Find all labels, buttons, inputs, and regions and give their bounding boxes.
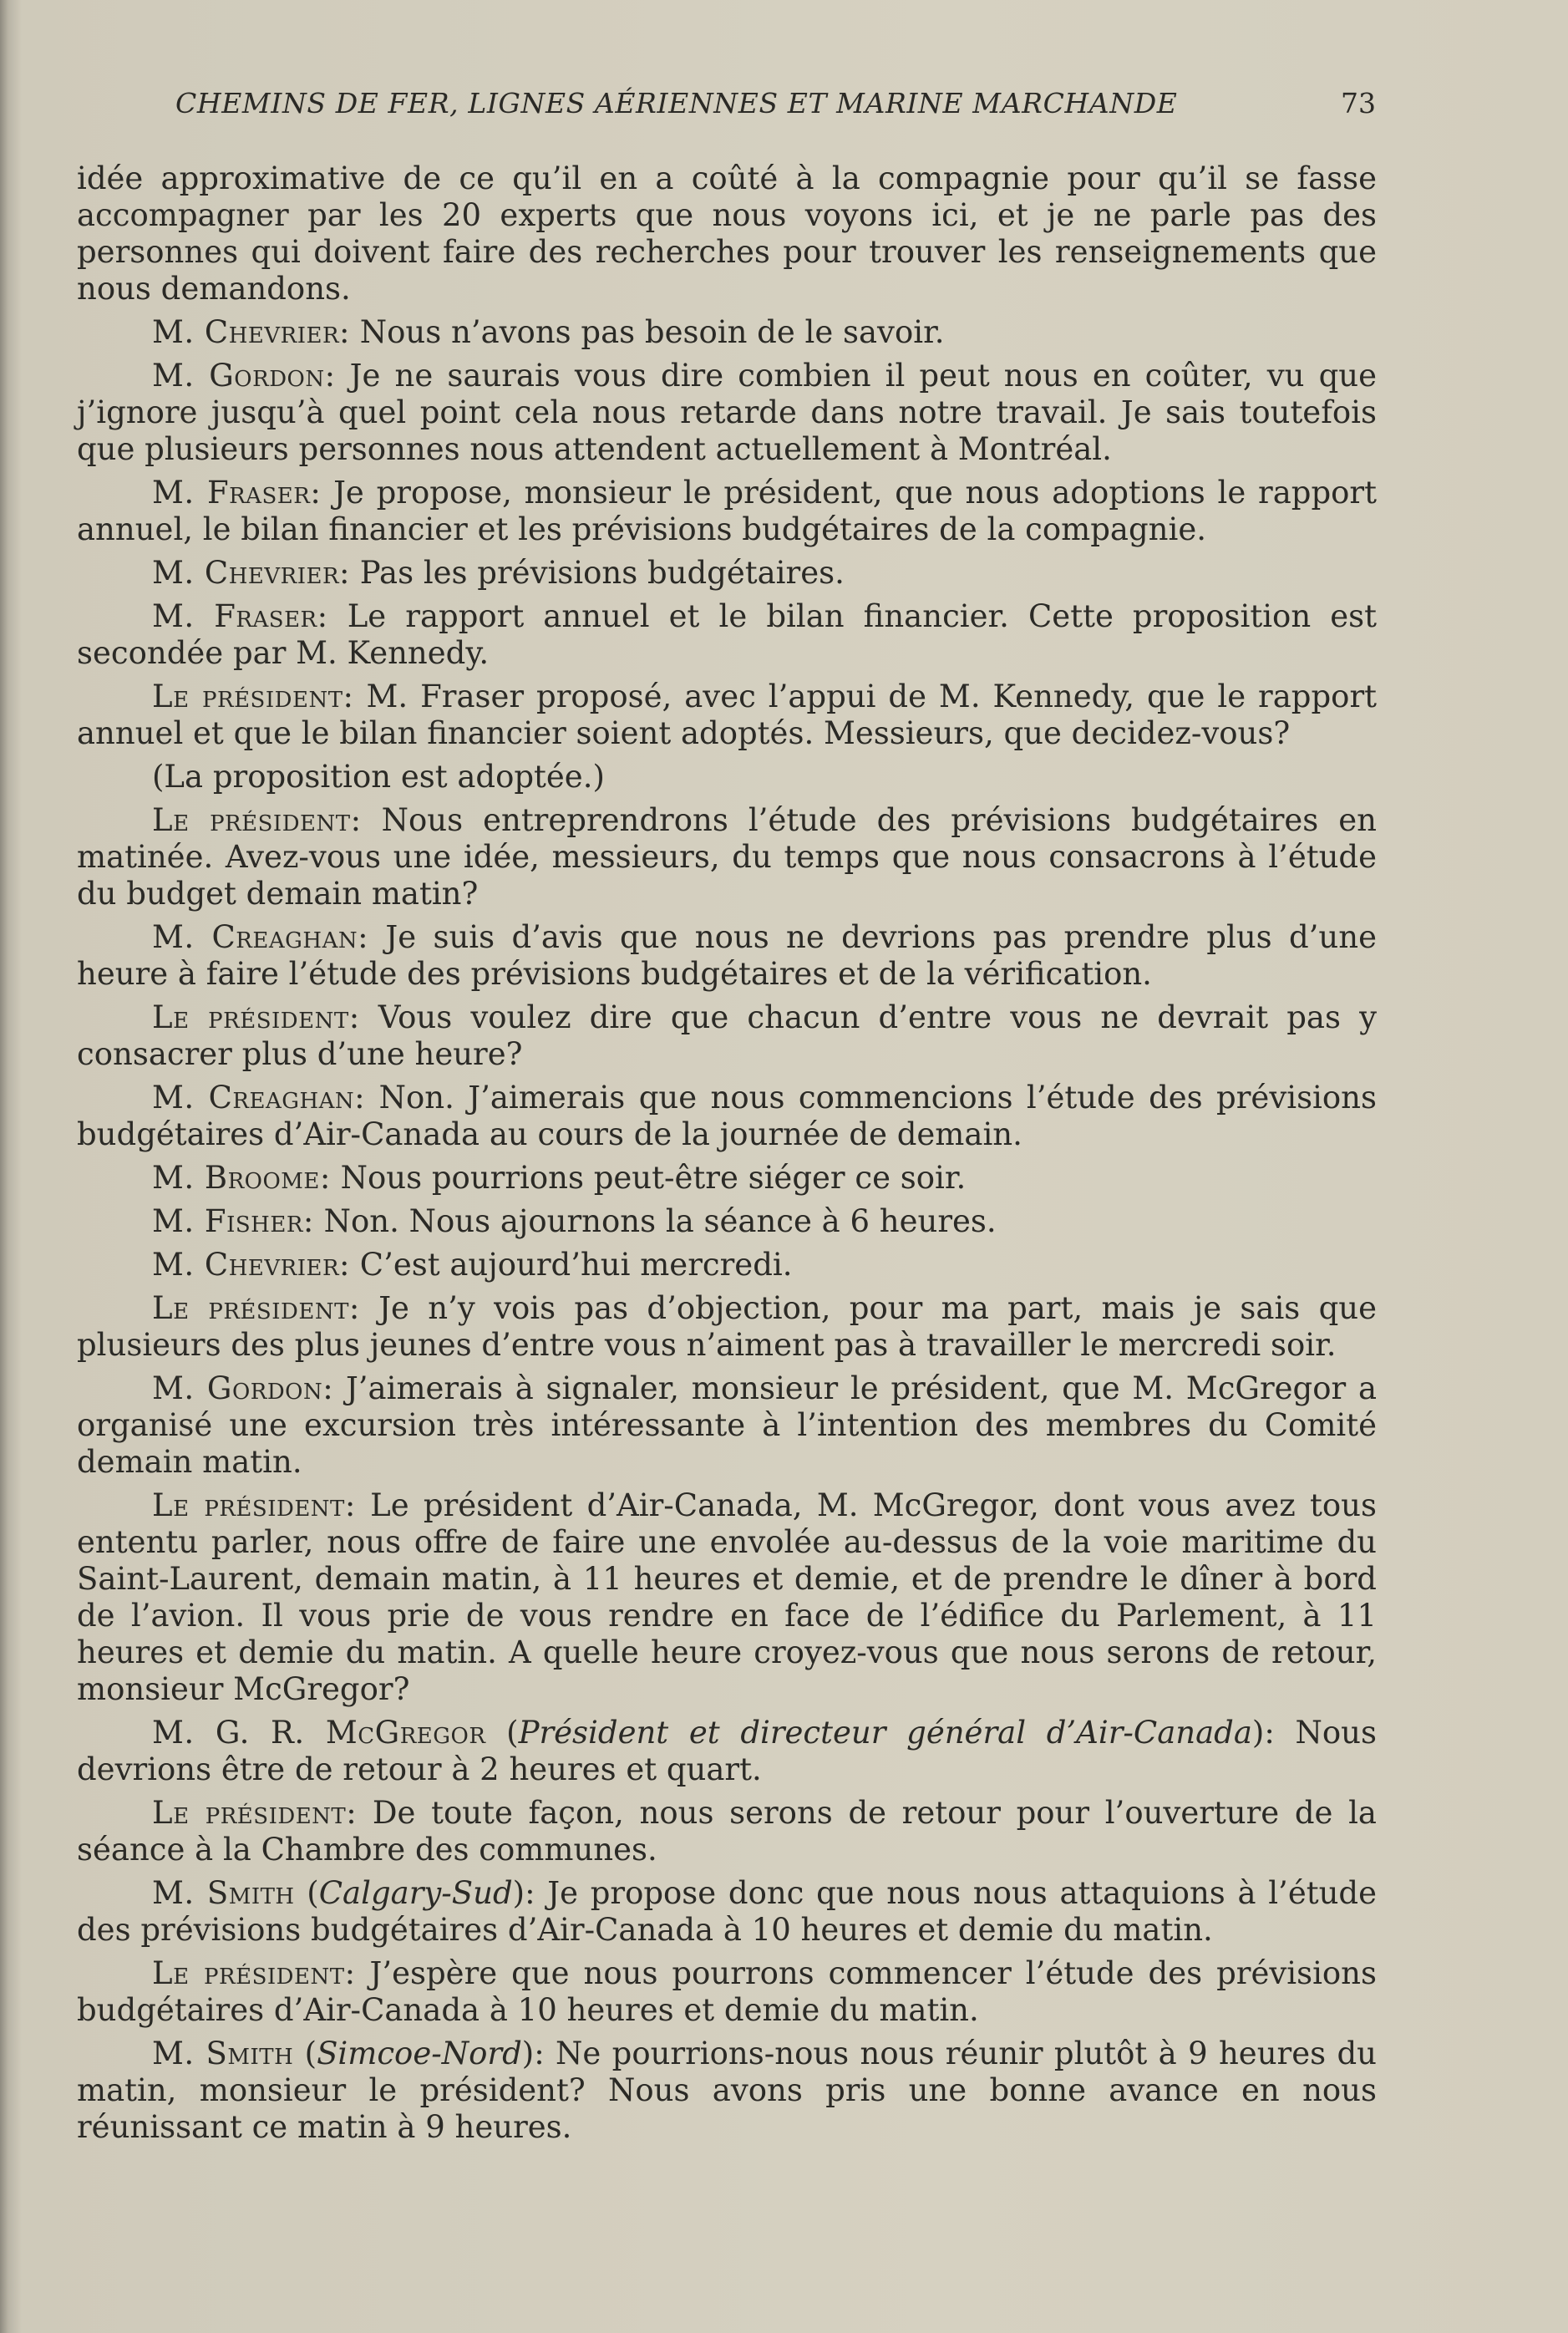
- paragraph-text: C’est aujourd’hui mercredi.: [350, 1247, 793, 1283]
- speaker-name: M. Chevrier:: [152, 555, 351, 591]
- paragraph-text: Vous voulez dire que chacun d’entre vous ne devrait pas y consacrer plus d’une heure?: [77, 999, 1377, 1072]
- paragraph-text: Je ne saurais vous dire combien il peut nous en coûter, vu que j’ignore jusqu’à quel point cela nous retarde dans notre travail. Je sais toutefois que plusieurs personnes nous attendent actuellement à Montréal.: [77, 358, 1377, 467]
- transcript-paragraph: [77, 1160, 1377, 1197]
- transcript-paragraph: M. G. R. McGregor (Président et directeur général d’Air-Canada): Nous devrions être de retour à 2 heures et quart.: [77, 1715, 1377, 1787]
- transcript-paragraph: M. Smith (Calgary-Sud): Je propose donc que nous nous attaquions à l’étude des prévisions budgétaires d’Air-Canada à 10 heures et demie du matin.: [77, 1875, 1377, 1948]
- transcript-paragraph: [77, 679, 1377, 752]
- transcript-paragraph: [77, 1080, 1377, 1153]
- transcript-paragraph: [77, 802, 1377, 912]
- transcript-paragraph: [77, 999, 1377, 1073]
- transcript-paragraph: [77, 1370, 1377, 1481]
- speaker-name: Le président:: [152, 999, 360, 1035]
- paragraph-text: Nous entreprendrons l’étude des prévisions budgétaires en matinée. Avez-vous une idée, messieurs, du temps que nous consacrons à l’étude du budget demain matin?: [77, 802, 1378, 912]
- speaker-name: Le président:: [152, 1290, 360, 1326]
- paragraph-text: Non. Nous ajournons la séance à 6 heures.: [313, 1203, 997, 1239]
- speaker-name: M. Smith: [152, 2036, 294, 2071]
- paragraph-text: J’espère que nous pourrons commencer l’étude des prévisions budgétaires d’Air-Canada à 10 heures et demie du matin.: [77, 1955, 1377, 2028]
- paragraph-text: M. Fraser proposé, avec l’appui de M. Kennedy, que le rapport annuel et que le bilan financier soient adoptés. Messieurs, que decidez-vous?: [77, 679, 1378, 751]
- transcript-paragraph: [77, 555, 1377, 592]
- paragraph-text: Le rapport annuel et le bilan financier. Cette proposition est secondée par M. Kennedy.: [77, 598, 1378, 671]
- paragraph-text: Je propose, monsieur le président, que nous adoptions le rapport annuel, le bilan financier et les prévisions budgétaires de la compagnie.: [77, 475, 1377, 547]
- speaker-note: Simcoe-Nord: [317, 2036, 522, 2071]
- paragraph-text: Nous n’avons pas besoin de le savoir.: [350, 314, 945, 350]
- page-body: [77, 160, 1377, 2153]
- speaker-name: Le président:: [152, 1795, 358, 1831]
- transcript-paragraph: [77, 759, 1377, 795]
- transcript-paragraph: [77, 475, 1377, 548]
- paragraph-text: J’aimerais à signaler, monsieur le président, que M. McGregor a organisé une excursion très intéressante à l’intention des membres du Comité demain matin.: [77, 1370, 1378, 1480]
- paragraph-text: (La proposition est adoptée.): [152, 759, 605, 795]
- transcript-paragraph: [77, 1203, 1377, 1240]
- running-header: CHEMINS DE FER, LIGNES AÉRIENNES ET MARINE MARCHANDE: [175, 87, 1178, 119]
- speaker-name: M. Fraser:: [152, 598, 328, 634]
- transcript-paragraph: [77, 1487, 1377, 1708]
- transcript-paragraph: [77, 919, 1377, 993]
- transcript-paragraph: [77, 1955, 1377, 2029]
- transcript-paragraph: [77, 1247, 1377, 1283]
- transcript-paragraph: M. Smith (Simcoe-Nord): Ne pourrions-nous nous réunir plutôt à 9 heures du matin, monsieur le président? Nous avons pris une bonne avance en nous réunissant ce matin à 9 heures.: [77, 2036, 1377, 2145]
- page-number: 73: [1341, 87, 1376, 119]
- speaker-name: M. G. R. McGregor: [152, 1715, 486, 1751]
- paragraph-text: : Nous devrions être de retour à 2 heures et quart.: [77, 1715, 1377, 1787]
- paragraph-text: Je suis d’avis que nous ne devrions pas prendre plus d’une heure à faire l’étude des prévisions budgétaires et de la vérification.: [77, 919, 1377, 992]
- paragraph-text: Le président d’Air-Canada, M. McGregor, dont vous avez tous ententu parler, nous offre de faire une envolée au-dessus de la voie maritime du Saint-Laurent, demain matin, à 11 heures et demie, et de prendre le dîner à bord de l’avion. Il vous prie de vous rendre en face de l’édifice du Parlement, à 11 heures et demie du matin. A quelle heure croyez-vous que nous serons de retour, monsieur McGregor?: [77, 1487, 1377, 1707]
- speaker-name: Le président:: [152, 679, 354, 714]
- speaker-name: Le président:: [152, 1955, 356, 1991]
- paragraph-text: Pas les prévisions budgétaires.: [350, 555, 845, 591]
- speaker-name: M. Creaghan:: [152, 1080, 366, 1116]
- paragraph-text: Nous pourrions peut-être siéger ce soir.: [330, 1160, 967, 1196]
- paragraph-text: : Je propose donc que nous nous attaquions à l’étude des prévisions budgétaires d’Air-Canada à 10 heures et demie du matin.: [77, 1875, 1377, 1948]
- transcript-paragraph: [77, 358, 1377, 468]
- speaker-note: Président et directeur général d’Air-Canada: [518, 1715, 1252, 1751]
- speaker-name: M. Chevrier:: [152, 314, 351, 350]
- transcript-paragraph: [77, 598, 1377, 672]
- speaker-name: M. Chevrier:: [152, 1247, 351, 1283]
- transcript-paragraph: [77, 1290, 1377, 1364]
- transcript-paragraph: [77, 1795, 1377, 1868]
- speaker-name: M. Fisher:: [152, 1203, 314, 1239]
- speaker-name: M. Broome:: [152, 1160, 331, 1196]
- speaker-name: M. Gordon:: [152, 358, 336, 394]
- speaker-name: Le président:: [152, 1487, 356, 1523]
- paragraph-text: idée approximative de ce qu’il en a coûté à la compagnie pour qu’il se fasse accompagner par les 20 experts que nous voyons ici, et je ne parle pas des personnes qui doivent faire des recherches pour trouver les renseignements que nous demandons.: [77, 160, 1377, 307]
- speaker-name: M. Smith: [152, 1875, 295, 1911]
- transcript-paragraph: [77, 314, 1377, 351]
- paragraph-text: Je n’y vois pas d’objection, pour ma part, mais je sais que plusieurs des plus jeunes d’entre vous n’aiment pas à travailler le mercredi soir.: [77, 1290, 1378, 1363]
- speaker-name: M. Gordon:: [152, 1370, 334, 1406]
- transcript-paragraph: [77, 160, 1377, 308]
- speaker-name: M. Creaghan:: [152, 919, 369, 955]
- paragraph-text: Non. J’aimerais que nous commencions l’étude des prévisions budgétaires d’Air-Canada au cours de la journée de demain.: [77, 1080, 1377, 1152]
- paragraph-text: De toute façon, nous serons de retour pour l’ouverture de la séance à la Chambre des communes.: [77, 1795, 1377, 1868]
- paragraph-text: : Ne pourrions-nous nous réunir plutôt à 9 heures du matin, monsieur le président? Nous avons pris une bonne avance en nous réunissant ce matin à 9 heures.: [77, 2036, 1377, 2145]
- speaker-note: Calgary-Sud: [318, 1875, 513, 1911]
- speaker-name: M. Fraser:: [152, 475, 322, 511]
- speaker-name: Le président:: [152, 802, 362, 838]
